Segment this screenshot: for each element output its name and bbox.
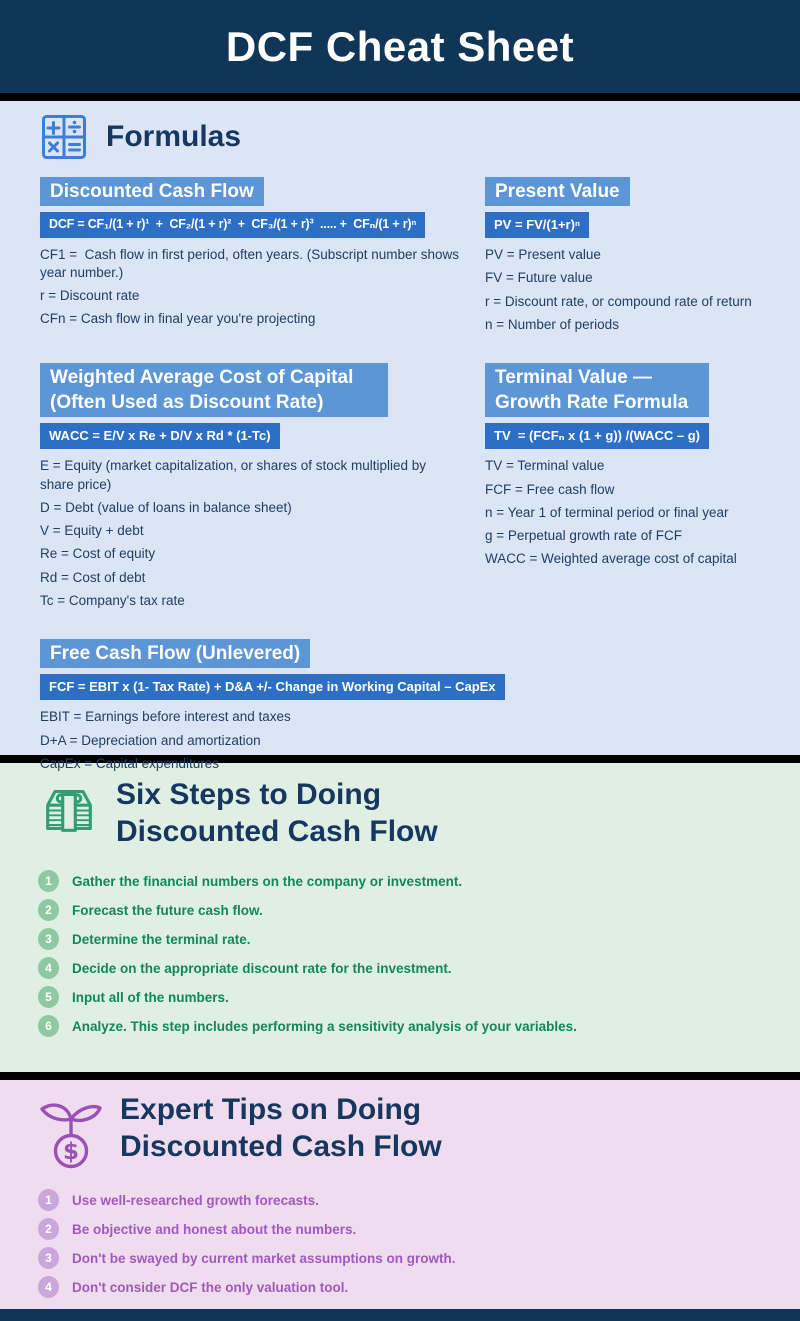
definition-line: FCF = Free cash flow <box>485 481 615 497</box>
formula-title: Weighted Average Cost of Capital (Often Used as Discount Rate) <box>40 363 388 417</box>
step-item <box>38 870 800 892</box>
heading-line-2: Discounted Cash Flow <box>116 814 438 848</box>
expert-tips-header <box>38 1092 800 1175</box>
heading-line-2: Discounted Cash Flow <box>120 1129 442 1163</box>
definition-line: V = Equity + debt <box>40 523 144 539</box>
tip-text: Use well-researched growth forecasts. <box>72 1192 319 1208</box>
definition-line: WACC = Weighted average cost of capital <box>485 551 737 567</box>
step-item <box>38 899 800 921</box>
step-number: 3 <box>38 928 59 950</box>
definition-line: CFn = Cash flow in final year you're projecting <box>40 311 316 327</box>
step-item <box>38 957 800 979</box>
formula-definitions <box>40 708 788 773</box>
definition-line: n = Year 1 of terminal period or final year <box>485 504 729 520</box>
money-stack-icon <box>38 781 100 844</box>
tip-item <box>38 1276 800 1298</box>
definition-line: r = Discount rate <box>40 288 140 304</box>
formula-block-terminal-value <box>485 363 788 615</box>
definition-line: PV = Present value <box>485 247 601 263</box>
formulas-section <box>0 101 800 771</box>
formula-title: Present Value <box>485 177 630 206</box>
definition-line: D+A = Depreciation and amortization <box>40 732 261 748</box>
definition-line: D = Debt (value of loans in balance sheet) <box>40 499 292 515</box>
tip-number: 2 <box>38 1218 59 1240</box>
tip-number: 1 <box>38 1189 59 1211</box>
tip-number: 3 <box>38 1247 59 1269</box>
header-bar <box>0 0 800 93</box>
definition-line: E = Equity (market capitalization, or shares of stock multiplied by share price) <box>40 458 430 492</box>
step-item <box>38 1015 800 1037</box>
step-item <box>38 986 800 1008</box>
formula-title: Free Cash Flow (Unlevered) <box>40 639 310 668</box>
formula-definitions <box>485 457 788 568</box>
step-item <box>38 928 800 950</box>
formula-block-wacc <box>40 363 485 615</box>
expert-tips-section <box>0 1080 800 1309</box>
formula-block-pv <box>485 177 788 339</box>
formula-block-dcf <box>40 177 485 339</box>
definition-line: FV = Future value <box>485 270 593 286</box>
footer-bar <box>0 1309 800 1321</box>
tips-list <box>38 1189 800 1298</box>
step-text: Gather the financial numbers on the company or investment. <box>72 873 463 889</box>
step-text: Input all of the numbers. <box>72 989 229 1005</box>
formula-definitions <box>40 457 485 610</box>
formula-expression: PV = FV/(1+r)ⁿ <box>485 212 589 238</box>
tip-number: 4 <box>38 1276 59 1298</box>
formula-title: Discounted Cash Flow <box>40 177 264 206</box>
formula-expression: WACC = E/V x Re + D/V x Rd * (1-Tc) <box>40 423 280 449</box>
tip-item <box>38 1247 800 1269</box>
svg-text:$: $ <box>62 1139 80 1165</box>
dollar-plant-icon <box>38 1096 104 1175</box>
formulas-section-header <box>0 113 800 161</box>
formula-expression: TV = (FCFₙ x (1 + g)) /(WACC – g) <box>485 423 709 449</box>
tip-item <box>38 1218 800 1240</box>
definition-line: CapEx = Capital expenditures <box>40 755 219 771</box>
section-divider <box>0 93 800 101</box>
six-steps-heading <box>116 777 438 850</box>
formula-block-fcf <box>40 639 788 778</box>
definition-line: Re = Cost of equity <box>40 546 156 562</box>
formulas-heading: Formulas <box>106 120 242 153</box>
definition-line: TV = Terminal value <box>485 458 605 474</box>
section-divider <box>0 1072 800 1080</box>
definition-line: CF1 = Cash flow in first period, often years. (Subscript number shows year number.) <box>40 246 463 280</box>
definition-line: g = Perpetual growth rate of FCF <box>485 528 682 544</box>
step-number: 1 <box>38 870 59 892</box>
heading-line-1: Six Steps to Doing <box>116 778 382 811</box>
formula-expression: DCF = CF₁/(1 + r)¹ + CF₂/(1 + r)² + CF₃/(1 + r)³ ..... + CFₙ/(1 + r)ⁿ <box>40 212 425 238</box>
definition-line: Rd = Cost of debt <box>40 569 146 585</box>
expert-tips-heading <box>120 1092 442 1165</box>
heading-line-1: Expert Tips on Doing <box>120 1093 422 1126</box>
step-number: 4 <box>38 957 59 979</box>
definition-line: EBIT = Earnings before interest and taxes <box>40 709 291 725</box>
formula-title: Terminal Value — Growth Rate Formula <box>485 363 709 417</box>
tip-text: Be objective and honest about the numbers. <box>72 1221 357 1237</box>
step-text: Analyze. This step includes performing a sensitivity analysis of your variables. <box>72 1018 577 1034</box>
definition-line: n = Number of periods <box>485 316 619 332</box>
page-title: DCF Cheat Sheet <box>225 22 575 70</box>
six-steps-section <box>0 763 800 1072</box>
formulas-grid <box>40 177 788 778</box>
tip-item <box>38 1189 800 1211</box>
six-steps-header <box>38 777 800 850</box>
formula-definitions <box>485 246 788 334</box>
step-text: Forecast the future cash flow. <box>72 902 263 918</box>
steps-list <box>38 870 800 1037</box>
step-text: Determine the terminal rate. <box>72 931 251 947</box>
definition-line: r = Discount rate, or compound rate of return <box>485 293 752 309</box>
step-number: 6 <box>38 1015 59 1037</box>
definition-line: Tc = Company's tax rate <box>40 592 185 608</box>
formula-expression: FCF = EBIT x (1- Tax Rate) + D&A +/- Change in Working Capital – CapEx <box>40 674 505 700</box>
tip-text: Don't be swayed by current market assumptions on growth. <box>72 1250 456 1266</box>
calculator-icon <box>40 113 88 161</box>
step-number: 2 <box>38 899 59 921</box>
step-text: Decide on the appropriate discount rate for the investment. <box>72 960 452 976</box>
tip-text: Don't consider DCF the only valuation tool. <box>72 1279 349 1295</box>
step-number: 5 <box>38 986 59 1008</box>
formula-definitions <box>40 246 485 329</box>
